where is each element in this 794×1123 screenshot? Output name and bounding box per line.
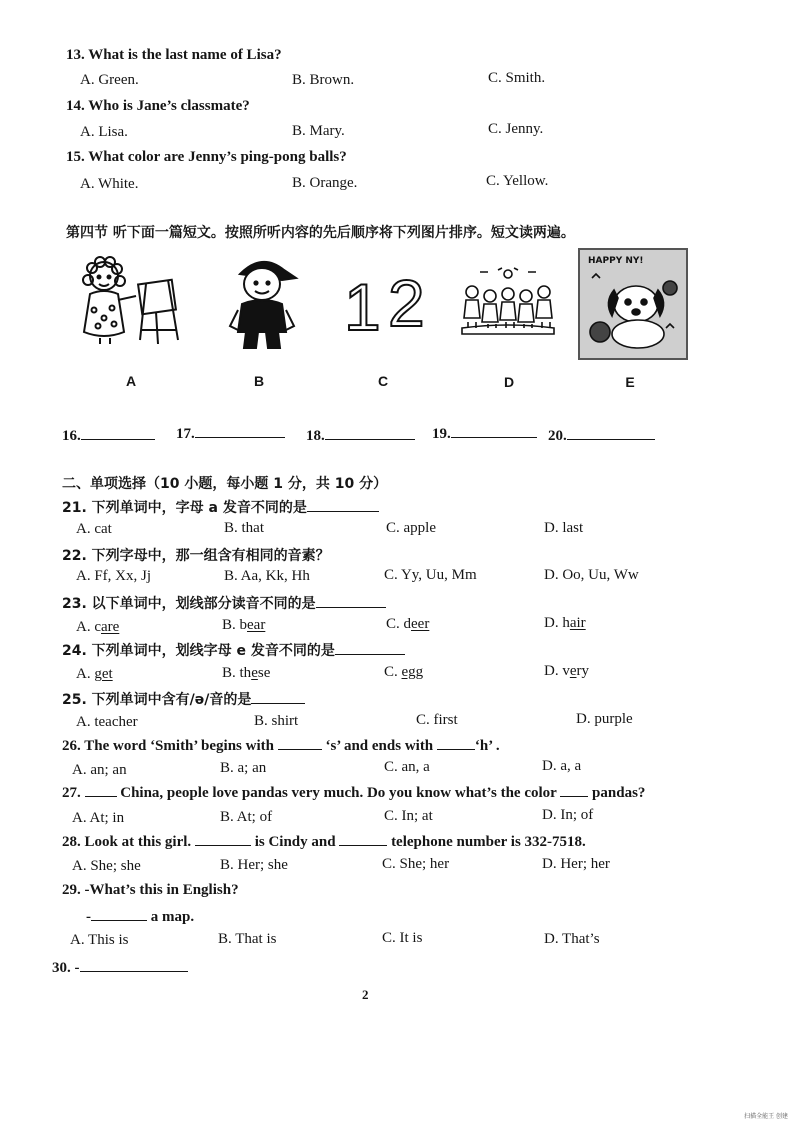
answer-blank[interactable] [81, 426, 155, 440]
option-b: B. Brown. [292, 72, 355, 88]
question-text: What is the last name of Lisa? [88, 47, 282, 63]
card-greeting: HAPPY NY! [588, 256, 644, 266]
answer-blank[interactable] [339, 832, 387, 846]
question-28 [62, 832, 586, 851]
question-number: 13. [66, 47, 85, 63]
scanner-watermark: 扫描全能王 创建 [744, 1113, 788, 1120]
option-text: se [257, 665, 271, 681]
answer-blank[interactable] [251, 690, 305, 704]
answer-blank[interactable] [316, 594, 386, 608]
option-d: D. That’s [544, 931, 600, 947]
question-13 [66, 47, 282, 64]
question-text: 24. 下列单词中，划线字母 e 发音不同的是 [62, 643, 335, 659]
question-text: 23. 以下单词中，划线部分读音不同的是 [62, 596, 316, 612]
option-text: C. [384, 664, 402, 680]
puppy-icon [586, 268, 680, 352]
picture-label-a: A [125, 373, 137, 389]
option-a: A. White. [80, 176, 139, 192]
question-30 [52, 958, 188, 977]
question-text: 21. 下列单词中，字母 a 发音不同的是 [62, 500, 307, 516]
question-14 [66, 98, 250, 115]
option-d: D. Oo, Uu, Ww [544, 567, 639, 583]
answer-blank[interactable] [195, 424, 285, 438]
option-b: B. At; of [220, 809, 273, 825]
answer-blank[interactable] [85, 783, 117, 797]
section-4-heading: 第四节 听下面一篇短文。按照所听内容的先后顺序将下列图片排序。短文读两遍。 [66, 225, 575, 241]
question-24 [62, 640, 405, 660]
option-d: D. In; of [542, 807, 594, 823]
answer-16 [62, 426, 155, 445]
answer-number: 20. [548, 428, 567, 444]
question-22: 22. 下列字母中，那一组含有相同的音素？ [62, 548, 330, 564]
underlined-letters: get [94, 666, 113, 682]
page-number: 2 [362, 987, 369, 1002]
answer-19 [432, 424, 537, 443]
question-number: 15. [66, 149, 85, 165]
option-d [544, 663, 589, 680]
answer-number: 17. [176, 426, 195, 442]
question-29: 29. -What’s this in English? [62, 882, 239, 898]
number-two-text: 2 [388, 266, 425, 340]
part-2-heading: 二、单项选择（10 小题，每小题 1 分，共 10 分） [62, 476, 388, 492]
question-text: ‘h’ . [474, 738, 500, 754]
option-b: B. That is [218, 931, 277, 947]
option-b: B. that [224, 520, 264, 536]
option-a: A. She; she [72, 858, 141, 874]
option-b: B. Mary. [292, 123, 345, 139]
option-d: D. purple [576, 711, 633, 727]
option-c [386, 616, 429, 633]
question-27 [62, 783, 645, 802]
answer-number: 19. [432, 426, 451, 442]
answer-blank[interactable] [451, 424, 537, 438]
question-text: China, people love pandas very much. Do you know what’s the color [120, 785, 557, 801]
option-text: ry [576, 663, 590, 679]
answer-blank[interactable] [80, 958, 188, 972]
option-a: A. Lisa. [80, 124, 128, 140]
answer-blank[interactable] [560, 783, 588, 797]
answer-blank[interactable] [335, 641, 405, 655]
answer-blank[interactable] [307, 498, 379, 512]
option-a: A. teacher [76, 714, 138, 730]
question-text: 26. The word ‘Smith’ begins with [62, 738, 274, 754]
option-c: C. an, a [384, 759, 430, 775]
question-number: 14. [66, 98, 85, 114]
option-d: D. Her; her [542, 856, 610, 872]
question-21 [62, 497, 379, 517]
answer-blank[interactable] [278, 736, 322, 750]
question-text: 25. 下列单词中含有/ə/音的是 [62, 692, 252, 708]
new-year-card-image [578, 248, 688, 360]
boy-with-cap-image [226, 252, 302, 354]
answer-20 [548, 426, 655, 445]
option-c: C. Jenny. [488, 121, 544, 137]
option-d: D. a, a [542, 758, 582, 774]
question-text: is Cindy and [254, 834, 336, 850]
underlined-letters: eer [411, 616, 430, 632]
question-text: 28. Look at this girl. [62, 834, 192, 850]
picture-label-c: C [377, 373, 389, 389]
underlined-letters: air [569, 615, 586, 631]
dash-text: - [86, 909, 91, 925]
option-b: B. Aa, Kk, Hh [224, 568, 310, 584]
option-d: D. last [544, 520, 584, 536]
answer-18 [306, 426, 415, 445]
question-25 [62, 689, 305, 709]
option-a: A. an; an [72, 762, 127, 778]
question-text: Who is Jane’s classmate? [88, 98, 250, 114]
answer-blank[interactable] [195, 832, 251, 846]
option-text: D. v [544, 663, 570, 679]
question-text: What color are Jenny’s ping-pong balls? [88, 149, 347, 165]
option-a: A. At; in [72, 810, 125, 826]
underlined-letters: ear [247, 617, 266, 633]
underlined-letters: are [101, 619, 120, 635]
option-a: A. Green. [80, 72, 139, 88]
answer-blank[interactable] [91, 907, 147, 921]
question-23 [62, 593, 386, 613]
option-a [76, 619, 119, 636]
numbers-one-two-image [336, 266, 432, 348]
option-c: C. apple [386, 520, 436, 536]
question-text: 27. [62, 785, 81, 801]
option-d [544, 615, 586, 632]
option-b: B. Her; she [220, 857, 288, 873]
option-a: A. Ff, Xx, Jj [76, 568, 152, 584]
picture-label-b: B [253, 373, 265, 389]
option-b: B. Orange. [292, 175, 358, 191]
option-b: B. shirt [254, 713, 299, 729]
answer-17 [176, 424, 285, 443]
girl-painting-image [70, 254, 190, 350]
option-c: C. Yellow. [486, 173, 549, 189]
question-text: telephone number is 332-7518. [391, 834, 586, 850]
option-c [384, 664, 423, 681]
reply-text: a map. [150, 909, 195, 925]
answer-blank[interactable] [567, 426, 655, 440]
reply-line [86, 907, 194, 926]
question-15 [66, 149, 347, 166]
question-text: pandas? [592, 785, 646, 801]
option-b [222, 617, 265, 634]
option-text: A. c [76, 619, 101, 635]
option-c: C. Smith. [488, 70, 546, 86]
underlined-letters: egg [401, 664, 424, 680]
number-one-text: 1 [344, 270, 381, 344]
underlined-letters: e [569, 663, 577, 679]
option-text: D. h [544, 615, 570, 631]
option-text: C. d [386, 616, 412, 632]
answer-blank[interactable] [325, 426, 415, 440]
answer-number: 18. [306, 428, 325, 444]
option-b: B. a; an [220, 760, 267, 776]
option-a: A. This is [70, 932, 129, 948]
option-c: C. She; her [382, 856, 450, 872]
option-c: C. first [416, 712, 458, 728]
option-text: A. [76, 666, 95, 682]
option-a: A. cat [76, 521, 112, 537]
option-text: B. th [222, 665, 252, 681]
option-c: C. In; at [384, 808, 433, 824]
option-b [222, 665, 270, 682]
picture-label-d: D [503, 374, 515, 390]
answer-blank[interactable] [437, 736, 475, 750]
question-26 [62, 736, 500, 755]
question-text: ‘s’ and ends with [325, 738, 434, 754]
option-text: B. b [222, 617, 248, 633]
group-of-children-image [458, 266, 558, 338]
question-text: 30. - [52, 960, 80, 976]
picture-label-e: E [625, 374, 635, 390]
option-c: C. Yy, Uu, Mm [384, 567, 477, 583]
underlined-letters: e [251, 665, 258, 681]
option-a [76, 666, 113, 683]
option-c: C. It is [382, 930, 423, 946]
answer-number: 16. [62, 428, 81, 444]
